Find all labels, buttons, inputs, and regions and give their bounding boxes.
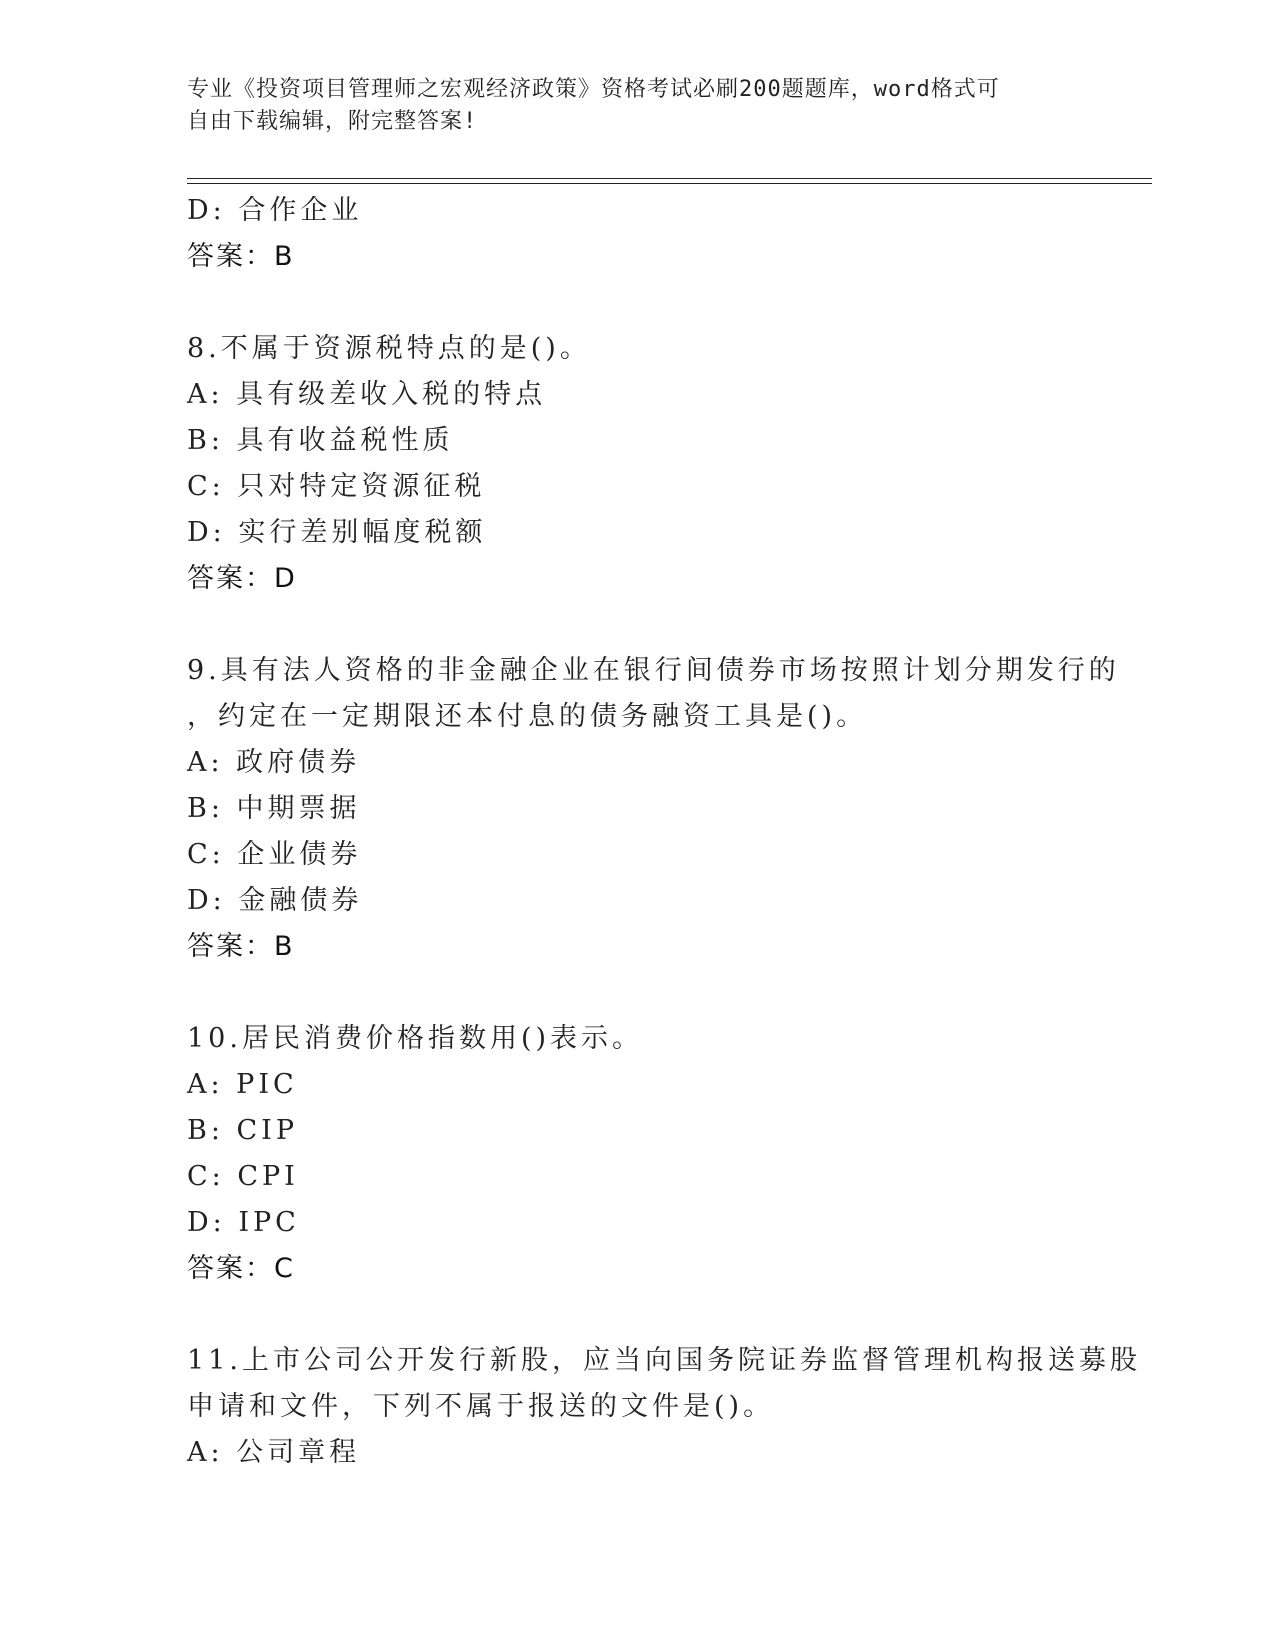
option-c: C: 企业债券 xyxy=(187,839,362,870)
option-b: B: 中期票据 xyxy=(187,793,361,824)
answer-line: 答案：B xyxy=(187,931,295,962)
option-b: B: 具有收益税性质 xyxy=(187,425,454,456)
header-line-2: 自由下载编辑，附完整答案! xyxy=(187,109,478,134)
question-8-text: 8.不属于资源税特点的是()。 xyxy=(187,333,591,364)
document-header xyxy=(187,74,1087,138)
question-11-text-line-2: 申请和文件，下列不属于报送的文件是()。 xyxy=(187,1391,775,1422)
option-a: A: 政府债券 xyxy=(187,747,361,778)
header-divider-bottom xyxy=(187,183,1152,184)
header-line-1: 专业《投资项目管理师之宏观经济政策》资格考试必刷200题题库，word格式可 xyxy=(187,77,1000,102)
option-d: D: 合作企业 xyxy=(187,195,363,226)
header-divider-top xyxy=(187,178,1152,179)
question-11-text-line-1: 11.上市公司公开发行新股，应当向国务院证券监督管理机构报送募股 xyxy=(187,1345,1141,1376)
option-b: B: CIP xyxy=(187,1115,299,1146)
answer-line: 答案：D xyxy=(187,563,297,594)
option-a: A: PIC xyxy=(187,1069,298,1100)
option-d: D: IPC xyxy=(187,1207,300,1238)
option-d: D: 金融债券 xyxy=(187,885,363,916)
question-list xyxy=(187,188,1152,1476)
option-c: C: 只对特定资源征税 xyxy=(187,471,486,502)
option-c: C: CPI xyxy=(187,1161,299,1192)
question-9-text-line-2: ，约定在一定期限还本付息的债务融资工具是()。 xyxy=(187,701,868,732)
option-a: A: 具有级差收入税的特点 xyxy=(187,379,547,410)
option-a: A: 公司章程 xyxy=(187,1437,361,1468)
question-10-text: 10.居民消费价格指数用()表示。 xyxy=(187,1023,644,1054)
answer-line: 答案：C xyxy=(187,1253,295,1284)
answer-line: 答案：B xyxy=(187,241,295,272)
question-9-text-line-1: 9.具有法人资格的非金融企业在银行间债券市场按照计划分期发行的 xyxy=(187,655,1120,686)
option-d: D: 实行差别幅度税额 xyxy=(187,517,487,548)
